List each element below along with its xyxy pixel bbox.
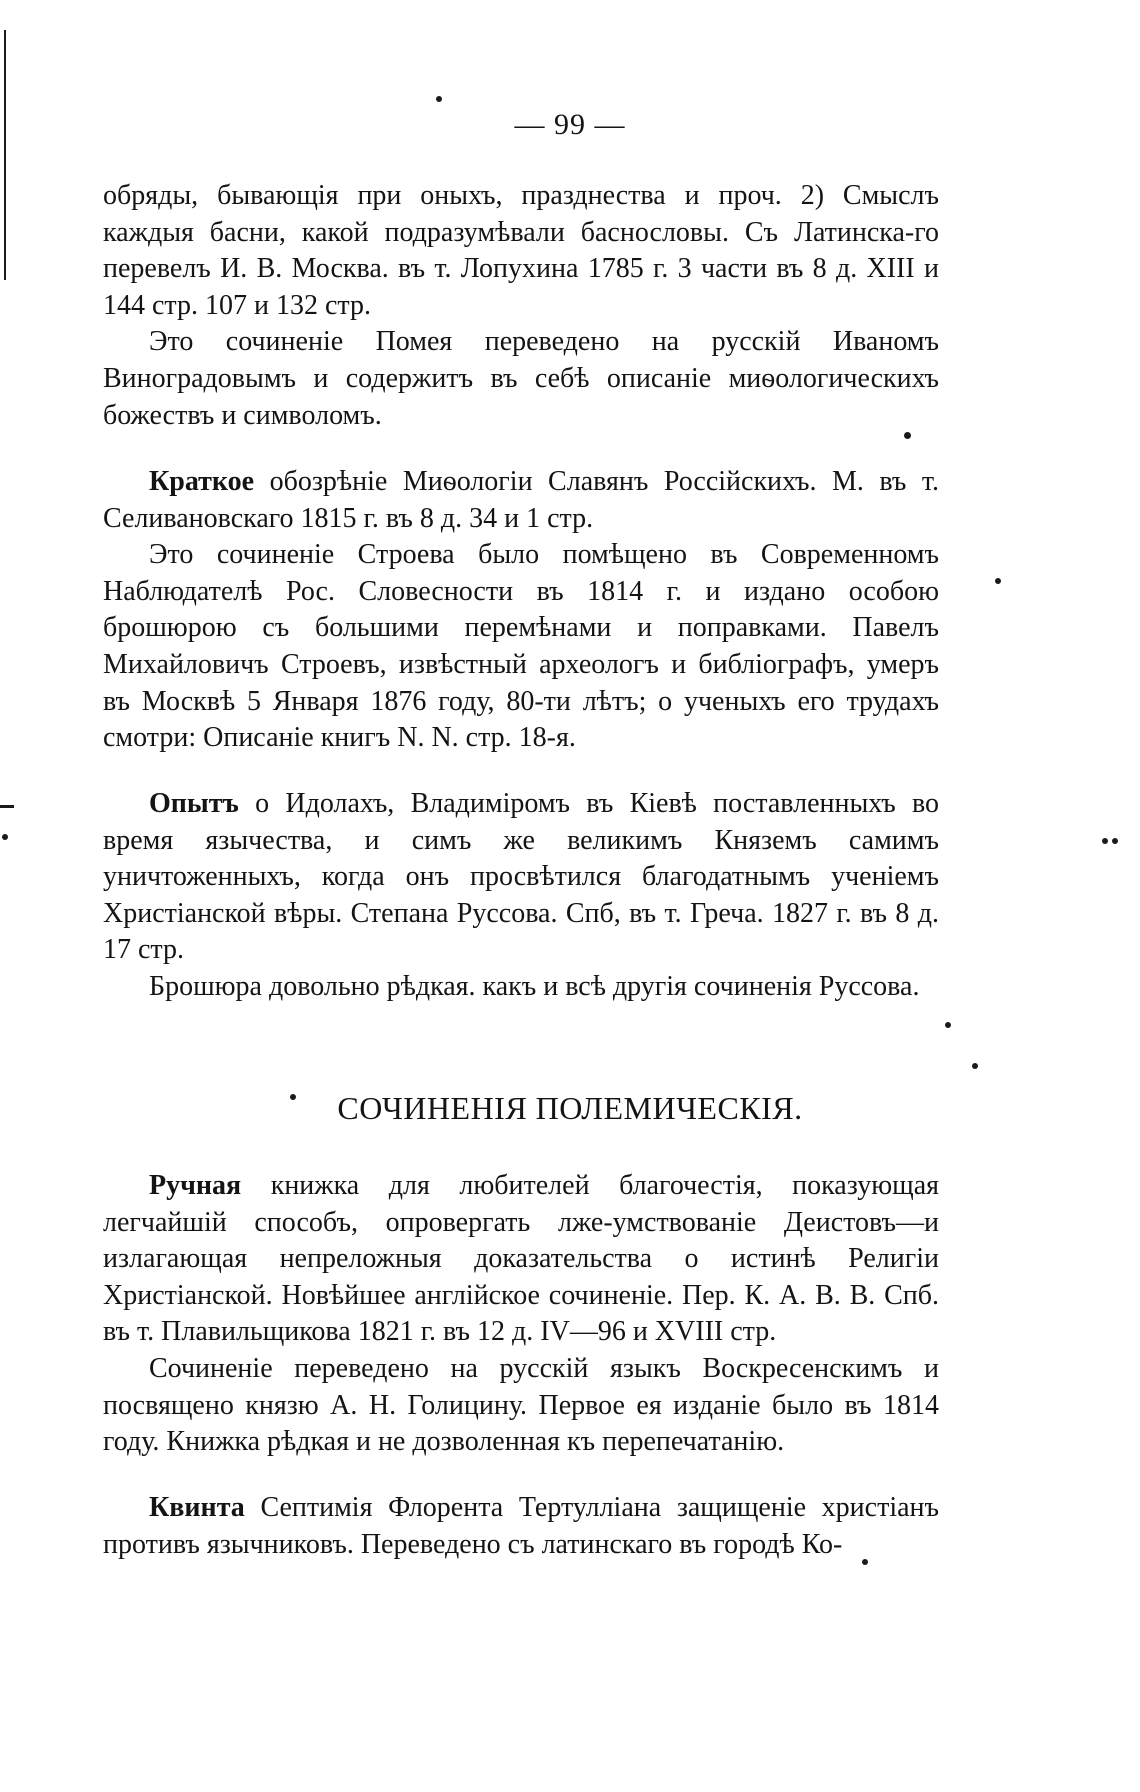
entry-title: [103, 1490, 939, 1563]
speck: [2, 834, 8, 840]
entry-kratkoe: [103, 464, 939, 757]
speck: [972, 1063, 978, 1069]
speck: [945, 1022, 951, 1028]
entry-title: [103, 464, 939, 537]
entry-description: Септимія Флорента Тертулліана защищеніе христіанъ противъ язычниковъ. Переведено съ латинскаго въ городѣ Ко-: [103, 1492, 939, 1560]
entry-comment: Это сочиненіе Помея переведено на русскій Иваномъ Виноградовымъ и содержитъ въ себѣ описаніе миѳологическихъ божествъ и символомъ.: [103, 326, 939, 431]
entry-description: обозрѣніе Миѳологіи Славянъ Россійскихъ. М. въ т. Селивановскаго 1815 г. въ 8 д. 34 и 1 стр.: [103, 466, 939, 534]
entry-text: обряды, бывающія при оныхъ, празднества и проч. 2) Смыслъ каждыя басни, какой подразумѣвали баснословы. Съ Латинска-го перевелъ И. В. Москва. въ т. Лопухина 1785 г. 3 части въ 8 д. XIII и 144 стр. 107 и 132 стр.: [103, 180, 939, 321]
entry-lead-word: Опытъ: [149, 788, 239, 819]
speck: [995, 578, 1001, 584]
entry-description: книжка для любителей благочестія, показующая легчайшій способъ, опровергать лже-умствованіе Деистовъ—и излагающая непреложныя доказательства о истинѣ Религіи Христіанской. Новѣйшее англійское сочиненіе. Пер. К. А. В. В. Спб. въ т. Плавильщикова 1821 г. въ 12 д. IV—96 и XVIII стр.: [103, 1170, 939, 1348]
entry-description: о Идолахъ, Владиміромъ въ Кіевѣ поставленныхъ во время язычества, и симъ же великимъ Княземъ самимъ уничтоженныхъ, когда онъ просвѣтился благодатнымъ ученіемъ Христіанской вѣры. Степана Руссова. Спб, въ т. Греча. 1827 г. въ 8 д. 17 стр.: [103, 788, 939, 966]
page-number: — 99 —: [514, 108, 626, 141]
entry-lead-word: Ручная: [149, 1170, 242, 1201]
entry-opyt: [103, 786, 939, 1006]
section-heading: СОЧИНЕНІЯ ПОЛЕМИЧЕСКІЯ.: [337, 1090, 803, 1126]
speck: [1112, 838, 1118, 844]
entry-kvinta: [103, 1490, 939, 1563]
entry-title: [103, 786, 939, 969]
speck: [436, 96, 442, 102]
entry-title: [103, 1168, 939, 1351]
entry-lead-word: Краткое: [149, 466, 255, 497]
entry-lead-word: Квинта: [149, 1492, 245, 1523]
left-edge-line: [4, 30, 6, 280]
entry-ruchnaya: [103, 1168, 939, 1461]
speck: [1102, 838, 1108, 844]
entry-continuation: [103, 178, 939, 434]
entry-comment: Это сочиненіе Строева было помѣщено въ Современномъ Наблюдателѣ Рос. Словесности въ 1814 г. и издано особою брошюрою съ большими перемѣнами и поправками. Павелъ Михайловичъ Строевъ, извѣстный археологъ и библіографъ, умеръ въ Москвѣ 5 Января 1876 году, 80-ти лѣтъ; о ученыхъ его трудахъ смотри: Описаніе книгъ N. N. стр. 18-я.: [103, 539, 939, 754]
entry-comment: Сочиненіе переведено на русскій языкъ Воскресенскимъ и посвящено князю А. Н. Голицину. Первое ея изданіе было въ 1814 году. Книжка рѣдкая и не дозволенная къ перепечатанію.: [103, 1352, 939, 1458]
entry-comment: Брошюра довольно рѣдкая. какъ и всѣ другія сочиненія Руссова.: [149, 970, 920, 1002]
left-margin-tick: [0, 805, 14, 808]
